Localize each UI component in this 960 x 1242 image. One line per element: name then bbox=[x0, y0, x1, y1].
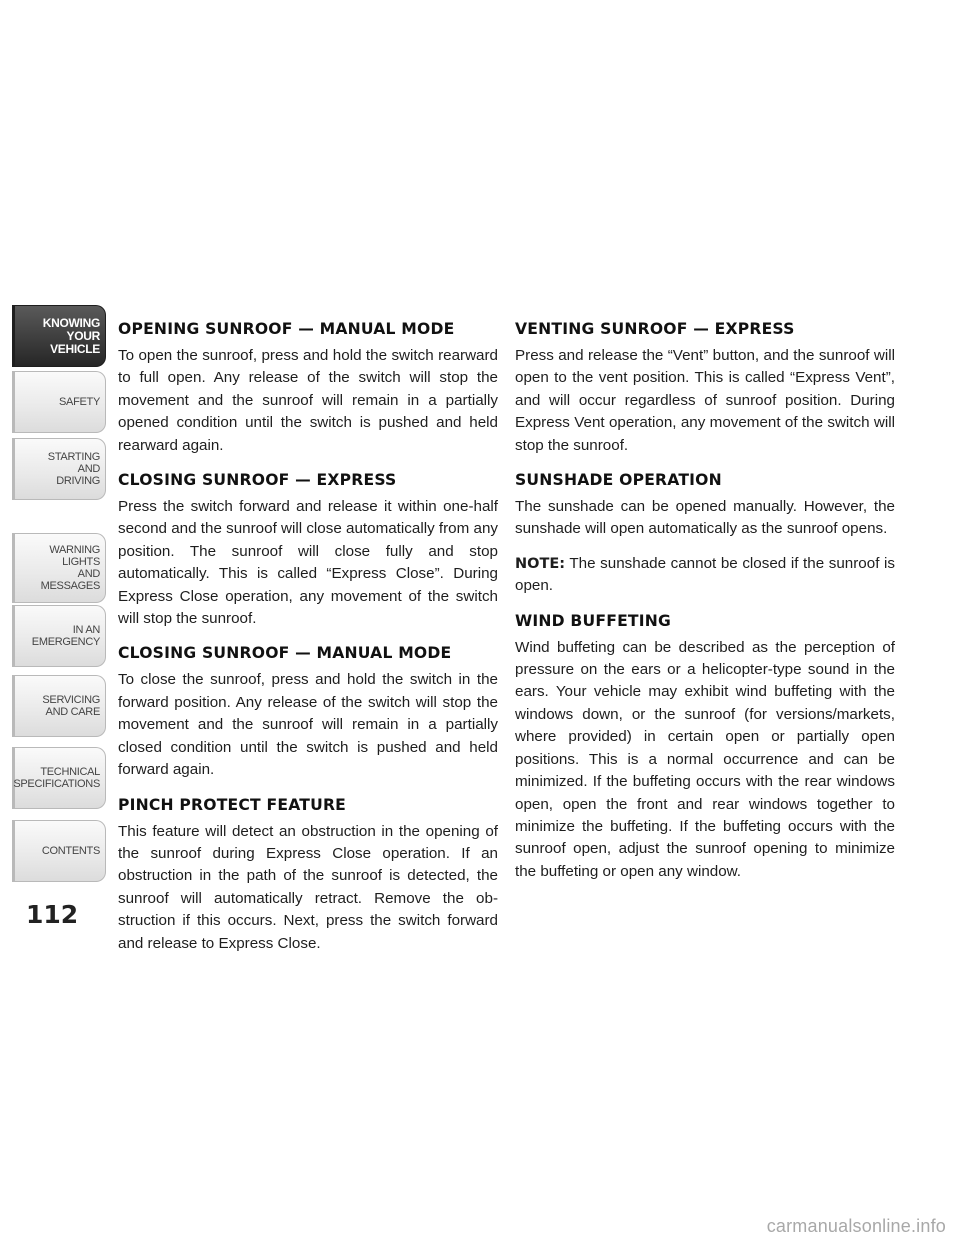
tab-technical-specifications[interactable] bbox=[12, 747, 106, 809]
tab-label: CONTENTS bbox=[41, 845, 100, 857]
section-heading: VENTING SUNROOF — EXPRESS bbox=[515, 320, 795, 338]
note-paragraph bbox=[515, 553, 895, 598]
note-text: The sunshade cannot be closed if the sunroof is open. bbox=[515, 554, 895, 595]
tab-starting-and-driving[interactable] bbox=[12, 438, 106, 500]
page-number: 112 bbox=[26, 900, 79, 929]
paragraph: This feature will detect an obstruction in the opening of the sunroof during Express Close operation. If an obstruction in the path of the sunroof is detected, the sunroof will automatically retract. Remove the obstruction if this occurs. Next, press the switch forward and release to Express Close. bbox=[118, 822, 498, 952]
tab-label: STARTING AND DRIVING bbox=[47, 451, 100, 487]
tab-contents[interactable] bbox=[12, 820, 106, 882]
section-heading: SUNSHADE OPERATION bbox=[515, 471, 722, 490]
section-heading: WIND BUFFETING bbox=[515, 611, 672, 630]
paragraph: Press and release the “Vent” button, and the sunroof will open to the vent position. This is called “Express Vent”, and will occur regardless of sunroof position. During Express Vent operation, any movement of the switch will stop the sunroof. bbox=[515, 347, 895, 454]
section-heading: CLOSING SUNROOF — EXPRESS bbox=[118, 471, 397, 490]
paragraph: The sunshade can be opened manually. However, the sunshade will open automatically as the sunroof opens. bbox=[515, 498, 895, 538]
tab-in-an-emergency[interactable] bbox=[12, 605, 106, 667]
tab-knowing-your-vehicle[interactable] bbox=[12, 305, 106, 367]
tab-label: KNOWING YOUR VEHICLE bbox=[42, 315, 100, 356]
tab-servicing-and-care[interactable] bbox=[12, 675, 106, 737]
section-heading: PINCH PROTECT FEATURE bbox=[118, 795, 347, 814]
tab-label: IN AN EMERGENCY bbox=[31, 624, 100, 648]
paragraph: To close the sunroof, press and hold the switch in the forward position. Any release of the switch will stop the movement and the sunroof will remain in a partially closed condition until the switch is pushed and held forward again. bbox=[118, 671, 498, 779]
tab-label: SAFETY bbox=[59, 396, 100, 408]
paragraph: To open the sunroof, press and hold the switch rearward to full open. Any release of the switch will stop the movement and the sunroof will remain in a partially opened condition until the switch is pushed and held rearward again. bbox=[118, 347, 498, 454]
tab-label: WARNING LIGHTS AND MESSAGES bbox=[40, 544, 100, 592]
section-heading: CLOSING SUNROOF — MANUAL MODE bbox=[118, 644, 452, 663]
tab-label: TECHNICAL SPECIFICATIONS bbox=[13, 766, 100, 790]
watermark: carmanualsonline.info bbox=[766, 1216, 946, 1236]
note-label: NOTE: bbox=[515, 555, 566, 572]
right-column bbox=[515, 318, 895, 895]
paragraph: Wind buffeting can be described as the perception of pressure on the ears or a helicopter-type sound in the ears. Your vehicle may exhibit wind buffeting with the windows down, or the sunroof (for versions/markets, where provided) in certain open or partially open positions. This is a normal occurrence and can be minimized. If the buffeting occurs with the rear windows open, open the front and rear windows together to minimize the buffeting. If the buffeting occurs with the sunroof open, adjust the sunroof opening to minimize the buffeting or open any window. bbox=[515, 638, 895, 880]
left-column bbox=[118, 318, 498, 967]
tab-warning-lights[interactable] bbox=[12, 533, 106, 603]
tab-label: SERVICING AND CARE bbox=[42, 694, 100, 718]
tab-safety[interactable] bbox=[12, 371, 106, 433]
paragraph: Press the switch forward and release it within one-half second and the sunroof will close automatically from any position. The sunroof will close fully and stop automatically. This is called “Express Close”. During Express Close operation, any movement of the switch will stop the sunroof. bbox=[118, 498, 498, 628]
section-heading: OPENING SUNROOF — MANUAL MODE bbox=[118, 320, 455, 338]
